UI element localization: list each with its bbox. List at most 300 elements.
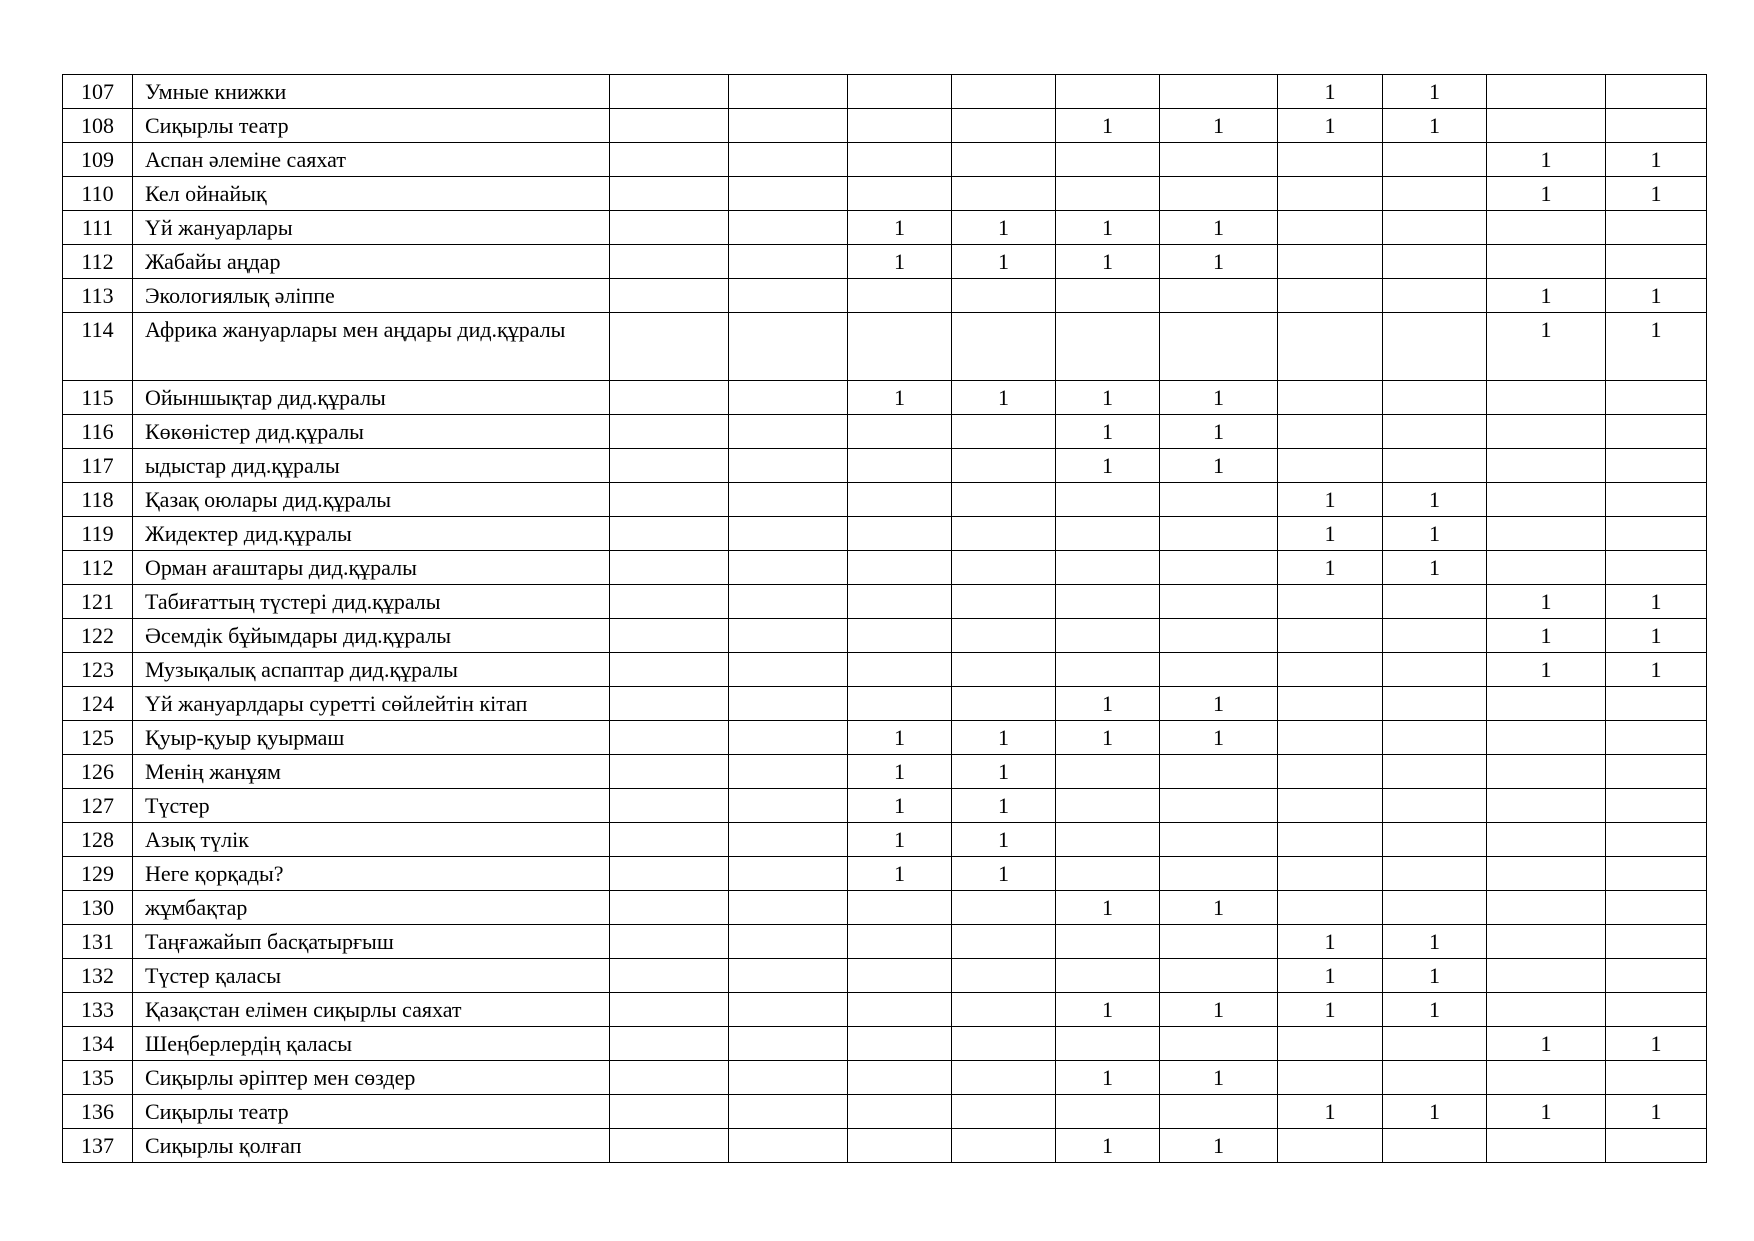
item-name: Әсемдік бұйымдары дид.құралы (133, 618, 610, 652)
value-cell: 1 (848, 211, 952, 245)
value-cell: 1 (1278, 482, 1383, 516)
value-cell: 1 (1160, 380, 1278, 414)
value-cell (1056, 482, 1160, 516)
value-cell (610, 788, 729, 822)
value-cell (1606, 1060, 1707, 1094)
row-number: 110 (63, 177, 133, 211)
table-row (63, 754, 1707, 788)
value-cell (848, 686, 952, 720)
value-cell (729, 245, 848, 279)
value-cell (729, 992, 848, 1026)
value-cell (610, 245, 729, 279)
value-cell: 1 (1160, 109, 1278, 143)
value-cell: 1 (952, 788, 1056, 822)
value-cell: 1 (1487, 652, 1606, 686)
value-cell (610, 652, 729, 686)
value-cell (952, 652, 1056, 686)
value-cell (1487, 75, 1606, 109)
value-cell (1606, 109, 1707, 143)
value-cell (1160, 924, 1278, 958)
row-number: 117 (63, 448, 133, 482)
value-cell (952, 279, 1056, 313)
value-cell (1056, 1026, 1160, 1060)
row-number: 123 (63, 652, 133, 686)
item-name: Аспан әлеміне саяхат (133, 143, 610, 177)
value-cell (1383, 618, 1487, 652)
value-cell: 1 (1606, 313, 1707, 381)
value-cell (1160, 482, 1278, 516)
value-cell (848, 482, 952, 516)
row-number: 121 (63, 584, 133, 618)
value-cell: 1 (1383, 482, 1487, 516)
value-cell (848, 448, 952, 482)
value-cell (1278, 245, 1383, 279)
value-cell (848, 584, 952, 618)
value-cell: 1 (1606, 279, 1707, 313)
value-cell (1278, 754, 1383, 788)
table-row (63, 584, 1707, 618)
value-cell (1056, 1094, 1160, 1128)
value-cell (729, 1128, 848, 1162)
table-body (63, 75, 1707, 1163)
value-cell (729, 890, 848, 924)
table-row (63, 313, 1707, 381)
value-cell: 1 (1606, 177, 1707, 211)
item-name: Музықалық аспаптар дид.құралы (133, 652, 610, 686)
value-cell (729, 652, 848, 686)
value-cell (610, 448, 729, 482)
value-cell (952, 958, 1056, 992)
value-cell: 1 (1606, 1026, 1707, 1060)
value-cell (610, 109, 729, 143)
value-cell (610, 482, 729, 516)
value-cell: 1 (1487, 618, 1606, 652)
table-row (63, 1094, 1707, 1128)
value-cell (1383, 822, 1487, 856)
value-cell (848, 313, 952, 381)
value-cell: 1 (848, 754, 952, 788)
item-name: ыдыстар дид.құралы (133, 448, 610, 482)
table-row (63, 448, 1707, 482)
value-cell (1383, 720, 1487, 754)
item-name: Шеңберлердің қаласы (133, 1026, 610, 1060)
table-row (63, 177, 1707, 211)
row-number: 133 (63, 992, 133, 1026)
value-cell (1487, 211, 1606, 245)
row-number: 108 (63, 109, 133, 143)
value-cell: 1 (952, 822, 1056, 856)
table-row (63, 720, 1707, 754)
row-number: 119 (63, 516, 133, 550)
value-cell (952, 414, 1056, 448)
value-cell: 1 (1606, 652, 1707, 686)
value-cell (610, 856, 729, 890)
value-cell (1160, 856, 1278, 890)
value-cell (1056, 75, 1160, 109)
row-number: 118 (63, 482, 133, 516)
value-cell (1056, 550, 1160, 584)
value-cell (729, 618, 848, 652)
value-cell (1606, 448, 1707, 482)
value-cell: 1 (1383, 516, 1487, 550)
value-cell (610, 414, 729, 448)
value-cell (952, 1026, 1056, 1060)
value-cell (729, 822, 848, 856)
value-cell (1487, 788, 1606, 822)
table-row (63, 516, 1707, 550)
value-cell: 1 (952, 245, 1056, 279)
value-cell (1278, 822, 1383, 856)
row-number: 136 (63, 1094, 133, 1128)
value-cell: 1 (1278, 516, 1383, 550)
value-cell (1383, 856, 1487, 890)
value-cell (1056, 313, 1160, 381)
value-cell: 1 (1606, 1094, 1707, 1128)
value-cell (848, 1094, 952, 1128)
value-cell: 1 (1160, 211, 1278, 245)
value-cell (1383, 279, 1487, 313)
value-cell: 1 (1383, 1094, 1487, 1128)
value-cell (729, 686, 848, 720)
value-cell: 1 (1278, 958, 1383, 992)
value-cell: 1 (848, 788, 952, 822)
row-number: 111 (63, 211, 133, 245)
value-cell (1606, 75, 1707, 109)
value-cell (1278, 279, 1383, 313)
item-name: Умные книжки (133, 75, 610, 109)
value-cell: 1 (1056, 380, 1160, 414)
value-cell (848, 516, 952, 550)
value-cell (1383, 788, 1487, 822)
value-cell (729, 720, 848, 754)
value-cell (1383, 211, 1487, 245)
value-cell: 1 (848, 822, 952, 856)
value-cell (952, 143, 1056, 177)
value-cell (729, 414, 848, 448)
value-cell (1487, 924, 1606, 958)
value-cell (1278, 856, 1383, 890)
row-number: 134 (63, 1026, 133, 1060)
value-cell: 1 (1606, 584, 1707, 618)
value-cell (1606, 414, 1707, 448)
value-cell (1487, 992, 1606, 1026)
value-cell (848, 1060, 952, 1094)
value-cell (952, 924, 1056, 958)
table-row (63, 245, 1707, 279)
value-cell: 1 (1056, 890, 1160, 924)
value-cell (1383, 414, 1487, 448)
value-cell (1278, 211, 1383, 245)
value-cell (1487, 516, 1606, 550)
value-cell (729, 313, 848, 381)
value-cell (1487, 958, 1606, 992)
value-cell (952, 1128, 1056, 1162)
value-cell: 1 (1383, 992, 1487, 1026)
table-row (63, 924, 1707, 958)
value-cell (729, 550, 848, 584)
value-cell (848, 1026, 952, 1060)
item-name: Жабайы аңдар (133, 245, 610, 279)
value-cell (1278, 313, 1383, 381)
row-number: 114 (63, 313, 133, 381)
value-cell (1056, 143, 1160, 177)
table-row (63, 482, 1707, 516)
value-cell: 1 (1160, 1060, 1278, 1094)
value-cell (1383, 1060, 1487, 1094)
item-name: Таңғажайып басқатырғыш (133, 924, 610, 958)
value-cell (729, 924, 848, 958)
value-cell (610, 516, 729, 550)
value-cell (952, 890, 1056, 924)
value-cell (848, 890, 952, 924)
value-cell: 1 (952, 720, 1056, 754)
value-cell (729, 788, 848, 822)
value-cell (1278, 890, 1383, 924)
table-row (63, 1026, 1707, 1060)
item-name: Африка жануарлары мен аңдары дид.құралы (133, 313, 610, 381)
value-cell (1606, 245, 1707, 279)
value-cell: 1 (1487, 143, 1606, 177)
value-cell (610, 279, 729, 313)
table-row (63, 822, 1707, 856)
value-cell: 1 (1056, 211, 1160, 245)
value-cell (1160, 788, 1278, 822)
value-cell (610, 822, 729, 856)
value-cell (848, 109, 952, 143)
row-number: 135 (63, 1060, 133, 1094)
value-cell (1383, 177, 1487, 211)
value-cell (610, 992, 729, 1026)
value-cell (1383, 143, 1487, 177)
value-cell (1160, 177, 1278, 211)
value-cell (1160, 313, 1278, 381)
value-cell: 1 (1383, 550, 1487, 584)
value-cell (729, 177, 848, 211)
value-cell (1487, 856, 1606, 890)
value-cell (848, 1128, 952, 1162)
value-cell: 1 (1278, 992, 1383, 1026)
value-cell (1056, 856, 1160, 890)
value-cell: 1 (1383, 75, 1487, 109)
value-cell (1383, 1128, 1487, 1162)
value-cell: 1 (1160, 992, 1278, 1026)
value-cell (1606, 788, 1707, 822)
value-cell (729, 75, 848, 109)
item-name: Үй жануарлары (133, 211, 610, 245)
value-cell (848, 550, 952, 584)
value-cell: 1 (1160, 1128, 1278, 1162)
value-cell (729, 143, 848, 177)
value-cell (1606, 822, 1707, 856)
value-cell (848, 924, 952, 958)
value-cell: 1 (1487, 313, 1606, 381)
value-cell (848, 618, 952, 652)
value-cell: 1 (1606, 143, 1707, 177)
value-cell (610, 1026, 729, 1060)
table-row (63, 109, 1707, 143)
value-cell (1278, 686, 1383, 720)
value-cell (1278, 1060, 1383, 1094)
value-cell (1160, 754, 1278, 788)
value-cell: 1 (1383, 958, 1487, 992)
value-cell (1487, 822, 1606, 856)
table-row (63, 414, 1707, 448)
value-cell (1278, 652, 1383, 686)
value-cell (610, 1128, 729, 1162)
value-cell (1383, 380, 1487, 414)
value-cell (1383, 245, 1487, 279)
value-cell (610, 143, 729, 177)
value-cell (1056, 279, 1160, 313)
value-cell: 1 (1278, 75, 1383, 109)
value-cell (610, 720, 729, 754)
value-cell (1606, 924, 1707, 958)
value-cell (952, 313, 1056, 381)
item-name: Азық түлік (133, 822, 610, 856)
item-name: Түстер (133, 788, 610, 822)
value-cell (848, 75, 952, 109)
value-cell (1487, 754, 1606, 788)
value-cell (1160, 1094, 1278, 1128)
row-number: 129 (63, 856, 133, 890)
value-cell: 1 (952, 856, 1056, 890)
value-cell: 1 (848, 720, 952, 754)
value-cell: 1 (1278, 1094, 1383, 1128)
row-number: 126 (63, 754, 133, 788)
value-cell (1160, 618, 1278, 652)
value-cell (610, 550, 729, 584)
value-cell (1056, 618, 1160, 652)
value-cell (1278, 143, 1383, 177)
row-number: 125 (63, 720, 133, 754)
table-row (63, 1128, 1707, 1162)
value-cell: 1 (952, 380, 1056, 414)
item-name: Үй жануарлдары суретті сөйлейтін кітап (133, 686, 610, 720)
value-cell (1383, 754, 1487, 788)
value-cell (610, 958, 729, 992)
row-number: 109 (63, 143, 133, 177)
value-cell (952, 550, 1056, 584)
row-number: 132 (63, 958, 133, 992)
value-cell (1606, 890, 1707, 924)
value-cell (1160, 958, 1278, 992)
row-number: 122 (63, 618, 133, 652)
value-cell (1383, 313, 1487, 381)
value-cell (1383, 448, 1487, 482)
value-cell (848, 177, 952, 211)
value-cell (1606, 958, 1707, 992)
value-cell (729, 584, 848, 618)
item-name: Көкөністер дид.құралы (133, 414, 610, 448)
item-name: Қазақ оюлары дид.құралы (133, 482, 610, 516)
value-cell: 1 (1056, 245, 1160, 279)
value-cell (1383, 652, 1487, 686)
item-name: Қуыр-қуыр қуырмаш (133, 720, 610, 754)
value-cell (1487, 482, 1606, 516)
item-name: Жидектер дид.құралы (133, 516, 610, 550)
value-cell (729, 109, 848, 143)
item-name: Қазақстан елімен сиқырлы саяхат (133, 992, 610, 1026)
value-cell: 1 (1056, 992, 1160, 1026)
table-row (63, 1060, 1707, 1094)
value-cell (952, 177, 1056, 211)
value-cell (1056, 177, 1160, 211)
row-number: 113 (63, 279, 133, 313)
value-cell (610, 177, 729, 211)
row-number: 131 (63, 924, 133, 958)
item-name: Кел ойнайық (133, 177, 610, 211)
value-cell (1487, 1128, 1606, 1162)
table-row (63, 788, 1707, 822)
value-cell: 1 (1160, 245, 1278, 279)
value-cell (952, 992, 1056, 1026)
value-cell (729, 279, 848, 313)
value-cell (1278, 584, 1383, 618)
value-cell (1487, 414, 1606, 448)
value-cell (1278, 1026, 1383, 1060)
value-cell: 1 (1160, 448, 1278, 482)
value-cell (729, 958, 848, 992)
value-cell: 1 (1383, 109, 1487, 143)
value-cell (848, 414, 952, 448)
value-cell: 1 (1056, 109, 1160, 143)
value-cell (1160, 550, 1278, 584)
value-cell (1606, 686, 1707, 720)
value-cell (610, 313, 729, 381)
value-cell (1487, 245, 1606, 279)
value-cell (1160, 75, 1278, 109)
value-cell (1160, 516, 1278, 550)
table-row (63, 856, 1707, 890)
row-number: 112 (63, 550, 133, 584)
value-cell: 1 (1487, 279, 1606, 313)
value-cell (1487, 1060, 1606, 1094)
value-cell (1606, 720, 1707, 754)
value-cell (729, 516, 848, 550)
item-name: Менің жанұям (133, 754, 610, 788)
value-cell (1160, 584, 1278, 618)
value-cell (1606, 754, 1707, 788)
value-cell: 1 (848, 380, 952, 414)
value-cell (1278, 788, 1383, 822)
value-cell (952, 75, 1056, 109)
value-cell (1383, 1026, 1487, 1060)
value-cell (1278, 618, 1383, 652)
table-row (63, 143, 1707, 177)
value-cell (1160, 652, 1278, 686)
value-cell (848, 992, 952, 1026)
table-row (63, 652, 1707, 686)
table-row (63, 686, 1707, 720)
table-row (63, 992, 1707, 1026)
inventory-table (62, 74, 1707, 1163)
value-cell (848, 958, 952, 992)
value-cell (729, 448, 848, 482)
value-cell: 1 (1160, 686, 1278, 720)
value-cell (952, 1060, 1056, 1094)
value-cell: 1 (1056, 1128, 1160, 1162)
table-row (63, 958, 1707, 992)
value-cell (729, 211, 848, 245)
value-cell (1383, 890, 1487, 924)
value-cell (1056, 924, 1160, 958)
value-cell (610, 890, 729, 924)
value-cell (1606, 992, 1707, 1026)
value-cell (848, 279, 952, 313)
value-cell (1056, 652, 1160, 686)
row-number: 127 (63, 788, 133, 822)
row-number: 112 (63, 245, 133, 279)
